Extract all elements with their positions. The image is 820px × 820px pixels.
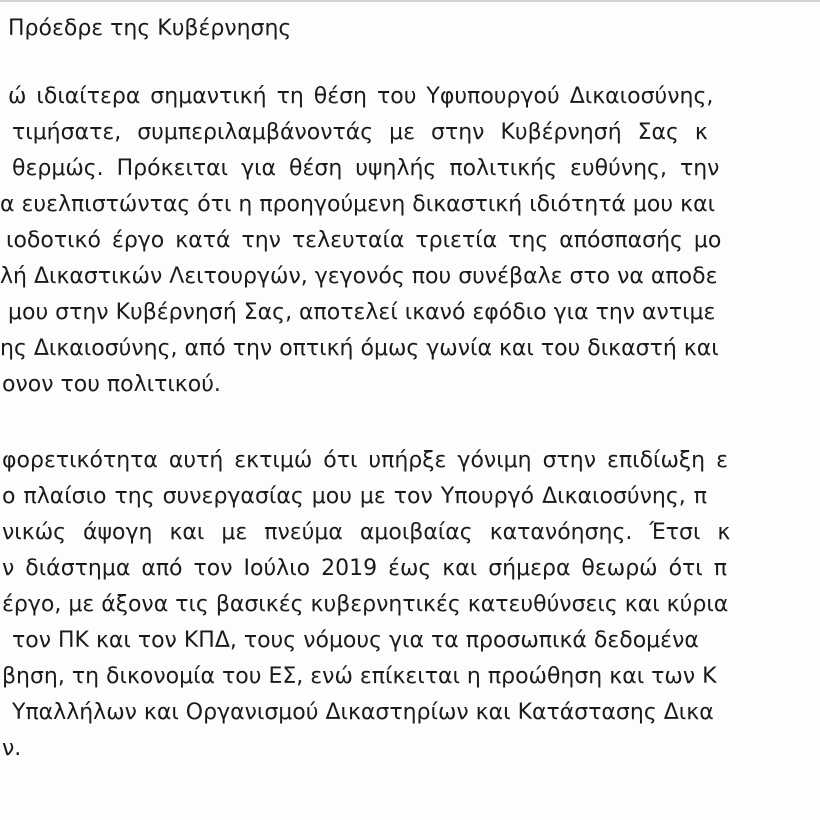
paragraph-line: έργο, με άξονα τις βασικές κυβερνητικές κατευθύνσεις και κύρια bbox=[2, 592, 729, 617]
paragraph-line: φορετικότητα αυτή εκτιμώ ότι υπήρξε γόνιμη στην επιδίωξη ε bbox=[2, 448, 728, 473]
paragraph-line: ονον του πολιτικού. bbox=[2, 372, 221, 397]
paragraph-line: θερμώς. Πρόκειται για θέση υψηλής πολιτικής ευθύνης, την bbox=[12, 156, 720, 181]
paragraph-line: ν. bbox=[2, 736, 22, 761]
paragraph-line: τον ΠΚ και τον ΚΠΔ, τους νόμους για τα προσωπικά δεδομένα bbox=[12, 628, 699, 653]
salutation-line: Πρόεδρε της Κυβέρνησης bbox=[8, 16, 292, 41]
paragraph-line: α ευελπιστώντας ότι η προηγούμενη δικαστική ιδιότητά μου και bbox=[0, 192, 716, 217]
paragraph-line: ν διάστημα από τον Ιούλιο 2019 έως και σήμερα θεωρώ ότι π bbox=[2, 556, 727, 581]
paragraph-line: τιμήσατε, συμπεριλαμβάνοντάς με στην Κυβέρνησή Σας κ bbox=[12, 120, 708, 145]
paragraph-line: ώ ιδιαίτερα σημαντική τη θέση του Υφυπουργού Δικαιοσύνης, bbox=[8, 84, 714, 109]
paragraph-line: λή Δικαστικών Λειτουργών, γεγονός που συνέβαλε στο να αποδε bbox=[0, 264, 718, 289]
paragraph-line: μου στην Κυβέρνησή Σας, αποτελεί ικανό εφόδιο για την αντιμε bbox=[8, 300, 716, 325]
paragraph-line: νικώς άψογη και με πνεύμα αμοιβαίας κατανόησης. Έτσι κ bbox=[2, 520, 731, 545]
paragraph-line: βηση, τη δικονομία του ΕΣ, ενώ επίκειται η προώθηση και των Κ bbox=[2, 664, 717, 689]
paragraph-line: ης Δικαιοσύνης, από την οπτική όμως γωνία και του δικαστή και bbox=[0, 336, 719, 361]
paragraph-line: ιοδοτικό έργο κατά την τελευταία τριετία της απόσπασής μο bbox=[6, 228, 722, 253]
paragraph-line: ο πλαίσιο της συνεργασίας μου με τον Υπουργό Δικαιοσύνης, π bbox=[2, 484, 708, 509]
page-top-edge bbox=[0, 0, 820, 2]
paragraph-line: Υπαλλήλων και Οργανισμού Δικαστηρίων και Κατάστασης Δικα bbox=[12, 700, 714, 725]
